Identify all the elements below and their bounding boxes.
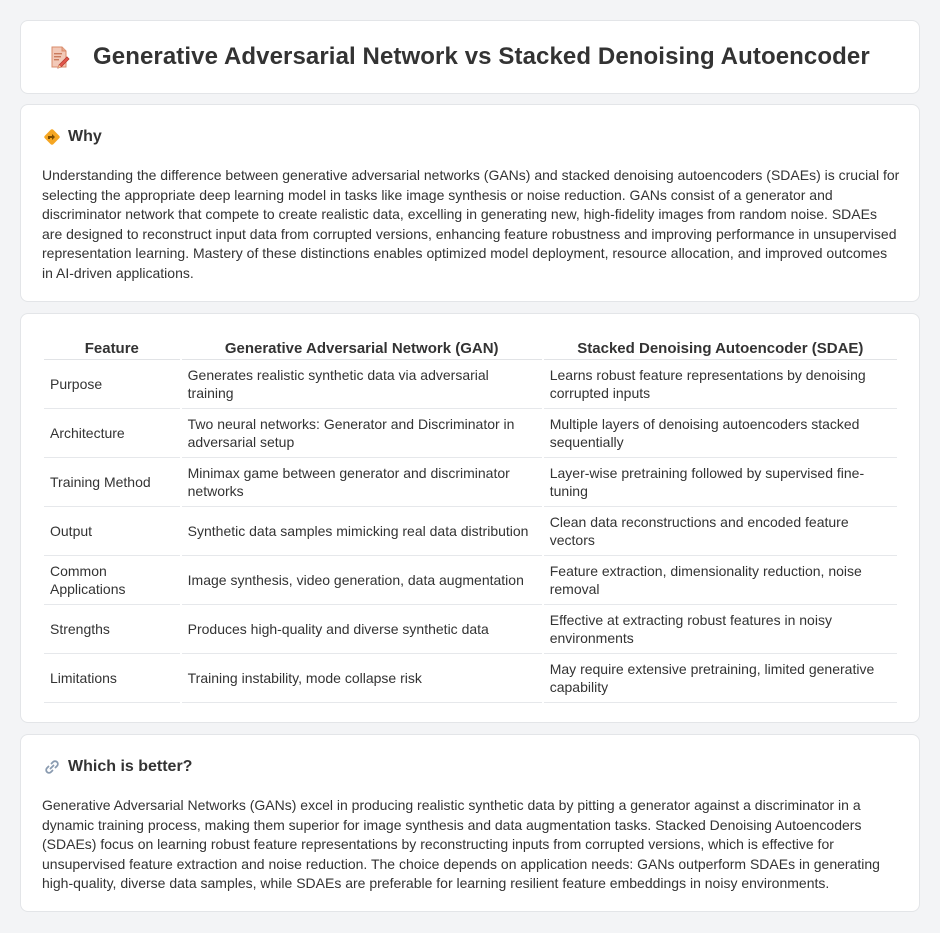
which-is-better-section — [20, 734, 920, 912]
cell-sdae: Effective at extracting robust features in noisy environments — [544, 605, 897, 654]
cell-gan: Synthetic data samples mimicking real data distribution — [182, 507, 542, 556]
cell-feature: Architecture — [44, 409, 180, 458]
cell-feature: Training Method — [44, 458, 180, 507]
comparison-table-card — [20, 313, 920, 723]
cell-gan: Training instability, mode collapse risk — [182, 654, 542, 703]
why-heading: Why — [68, 128, 102, 145]
cell-gan: Generates realistic synthetic data via adversarial training — [182, 360, 542, 409]
why-text: Understanding the difference between generative adversarial networks (GANs) and stacked denoising autoencoders (SDAEs) is crucial for selecting the appropriate deep learning model in tasks like image synthesis or noise reduction. GANs consist of a generator and discriminator network that compete to create realistic data, excelling in generating new, high-fidelity images from random noise. SDAEs are designed to reconstruct input data from corrupted versions, enhancing feature robustness and improving performance in unsupervised representation learning. Mastery of these distinctions enables optimized model deployment, resource allocation, and improved outcomes in AI-driven applications. — [42, 167, 900, 281]
table-header-row — [44, 334, 897, 360]
better-heading: Which is better? — [68, 758, 193, 775]
cell-gan: Two neural networks: Generator and Discriminator in adversarial setup — [182, 409, 542, 458]
better-text: Generative Adversarial Networks (GANs) excel in producing realistic synthetic data by pitting a generator against a discriminator in a dynamic training process, making them superior for image synthesis and data augmentation tasks. Stacked Denoising Autoencoders (SDAEs) focus on learning robust feature representations by reconstructing inputs from corrupted versions, which is effective for unsupervised feature extraction and noise reduction. The choice depends on application needs: GANs outperform SDAEs in generating high-quality, diverse data samples, while SDAEs are preferable for learning resilient feature embeddings in noisy environments. — [42, 797, 880, 891]
table-row — [44, 507, 897, 556]
cell-feature: Purpose — [44, 360, 180, 409]
title-card — [20, 20, 920, 94]
cell-sdae: Clean data reconstructions and encoded feature vectors — [544, 507, 897, 556]
cell-sdae: Layer-wise pretraining followed by supervised fine-tuning — [544, 458, 897, 507]
table-row — [44, 360, 897, 409]
cell-gan: Image synthesis, video generation, data augmentation — [182, 556, 542, 605]
cell-feature: Output — [44, 507, 180, 556]
cell-sdae: Learns robust feature representations by denoising corrupted inputs — [544, 360, 897, 409]
cell-sdae: Feature extraction, dimensionality reduction, noise removal — [544, 556, 897, 605]
header-feature: Feature — [44, 334, 180, 360]
diamond-direction-icon — [43, 128, 61, 146]
table-row — [44, 458, 897, 507]
table-row — [44, 605, 897, 654]
comparison-table — [42, 334, 899, 703]
header-sdae: Stacked Denoising Autoencoder (SDAE) — [544, 334, 897, 360]
page-title: Generative Adversarial Network vs Stacked Denoising Autoencoder — [93, 43, 870, 70]
cell-sdae: Multiple layers of denoising autoencoders stacked sequentially — [544, 409, 897, 458]
cell-gan: Produces high-quality and diverse synthetic data — [182, 605, 542, 654]
table-row — [44, 556, 897, 605]
why-section — [20, 104, 920, 302]
header-gan: Generative Adversarial Network (GAN) — [182, 334, 542, 360]
cell-feature: Strengths — [44, 605, 180, 654]
cell-feature: Common Applications — [44, 556, 180, 605]
cell-feature: Limitations — [44, 654, 180, 703]
document-edit-icon — [47, 45, 71, 69]
table-row — [44, 654, 897, 703]
table-row — [44, 409, 897, 458]
cell-sdae: May require extensive pretraining, limited generative capability — [544, 654, 897, 703]
cell-gan: Minimax game between generator and discriminator networks — [182, 458, 542, 507]
link-icon — [43, 758, 61, 776]
